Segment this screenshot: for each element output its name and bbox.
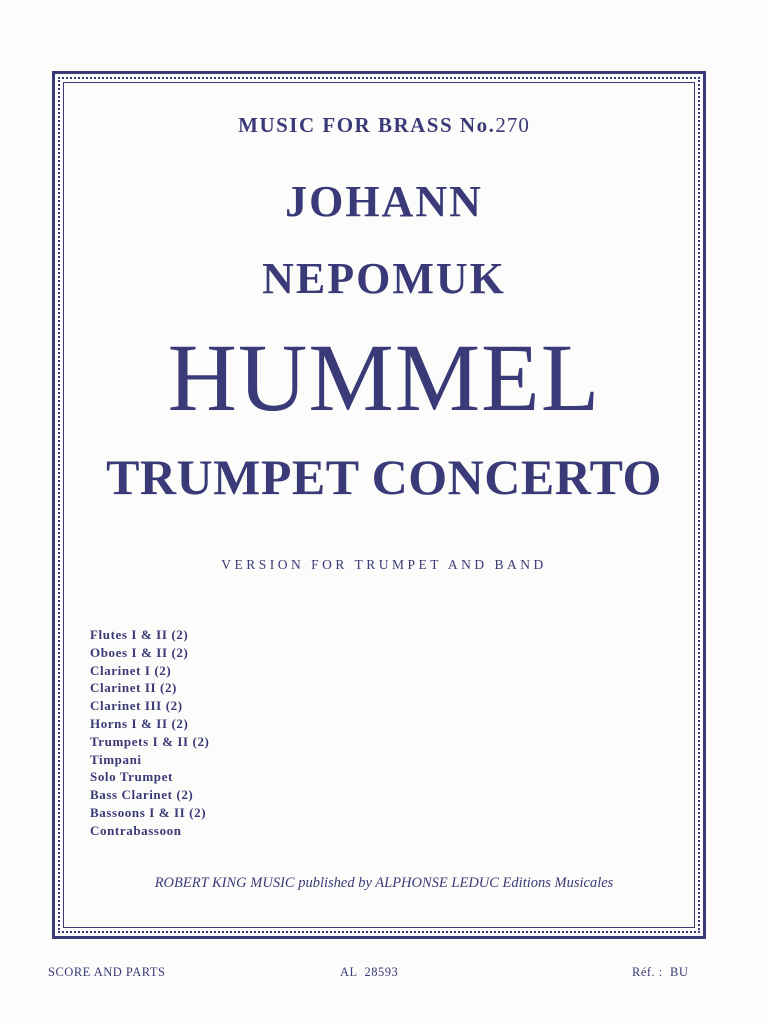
- instrumentation-list: [90, 626, 210, 840]
- work-title: TRUMPET CONCERTO: [106, 449, 662, 505]
- instrument-item: Bass Clarinet (2): [90, 787, 194, 803]
- series-heading: [0, 113, 768, 138]
- instrument-item: Trumpets I & II (2): [90, 733, 210, 749]
- instrument-item: Flutes I & II (2): [90, 627, 189, 642]
- footer-reference: Réf. : BU: [632, 965, 689, 979]
- instrument-item: Clarinet II (2): [90, 680, 177, 696]
- composer-last-name: HUMMEL: [167, 324, 601, 431]
- instrument-item: Bassoons I & II (2): [90, 804, 207, 820]
- instrument-item: Clarinet I (2): [90, 662, 172, 678]
- composer-middle-name: NEPOMUK: [262, 254, 506, 303]
- composer-first-name: JOHANN: [285, 177, 483, 226]
- publisher-line: ROBERT KING MUSIC published by ALPHONSE LEDUC Editions Musicales: [154, 875, 614, 891]
- instrument-item: Solo Trumpet: [90, 769, 173, 785]
- instrument-item: Contrabassoon: [90, 822, 182, 838]
- version-subtitle: VERSION FOR TRUMPET AND BAND: [221, 557, 547, 572]
- instrument-item: Oboes I & II (2): [90, 644, 189, 660]
- footer-score-and-parts: SCORE AND PARTS: [48, 965, 166, 979]
- series-number: 270: [495, 113, 530, 137]
- instrument-item: Horns I & II (2): [90, 715, 189, 731]
- instrument-item: Clarinet III (2): [90, 698, 183, 714]
- instrument-item: Timpani: [90, 751, 142, 767]
- series-label: MUSIC FOR BRASS No.: [238, 113, 496, 137]
- footer-catalog-number: AL 28593: [340, 965, 399, 979]
